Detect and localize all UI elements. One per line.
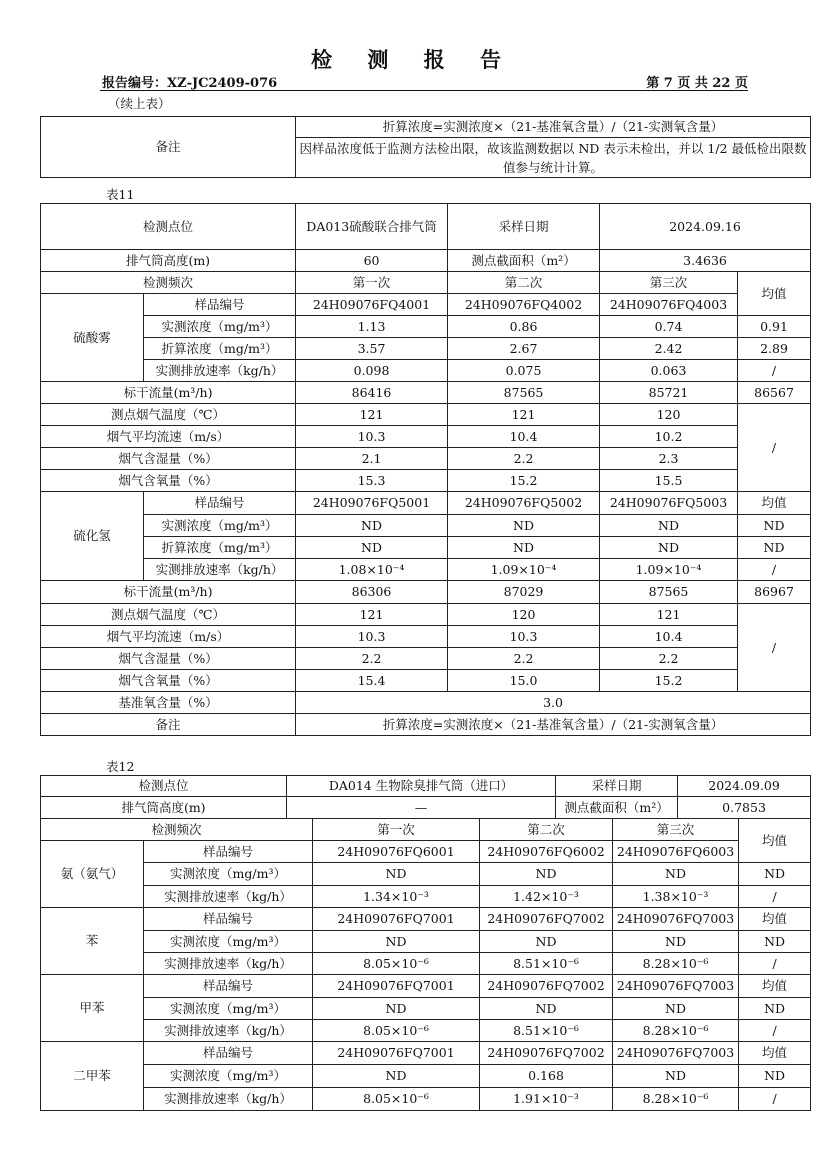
t11-cell: 24H09076FQ5003	[600, 492, 738, 515]
table12-caption: 表12	[106, 759, 135, 774]
t11-run3: 第三次	[600, 272, 738, 294]
t12-cell: 24H09076FQ7002	[480, 908, 613, 931]
t11-row-label: 样品编号	[144, 492, 296, 515]
t12-area-label: 测点截面积（m²）	[556, 797, 678, 819]
t11-cell: 1.09×10⁻⁴	[600, 559, 738, 581]
t11-run1: 第一次	[296, 272, 448, 294]
t12-cell: ND	[613, 931, 739, 953]
t11-cell: 15.2	[448, 470, 600, 492]
t11-cell: ND	[296, 515, 448, 537]
t11-run2: 第二次	[448, 272, 600, 294]
t11-sulfuric-name: 硫酸雾	[41, 294, 144, 382]
t11-avg-cell: /	[738, 559, 811, 581]
t11-row-label: 实测浓度（mg/m³）	[144, 515, 296, 537]
t11-cell: 87029	[448, 581, 600, 604]
t11-avg-cell: 均值	[738, 492, 811, 515]
t12-cell: 8.28×10⁻⁶	[613, 1020, 739, 1042]
t11-cell: 0.74	[600, 316, 738, 338]
t11-cell: ND	[600, 515, 738, 537]
t11-cell: 15.2	[600, 670, 738, 692]
t11-param-label: 测点烟气温度（℃）	[41, 604, 296, 626]
remark-nd-note: 因样品浓度低于监测方法检出限，故该监测数据以 ND 表示未检出，并以 1/2 最低检出限数值参与统计计算。	[296, 138, 811, 178]
t11-cell: ND	[448, 537, 600, 559]
t12-cell: 24H09076FQ7002	[480, 1042, 613, 1065]
t12-row-label: 实测浓度（mg/m³）	[144, 1065, 313, 1088]
t11-cell: 120	[600, 404, 738, 426]
t11-cell: 0.86	[448, 316, 600, 338]
t11-avg-cell: 2.89	[738, 338, 811, 360]
t12-run3: 第三次	[613, 819, 739, 841]
t11-avg-cell: 86567	[738, 382, 811, 404]
t12-cell: 0.168	[480, 1065, 613, 1088]
t11-cell: 2.2	[600, 648, 738, 670]
t11-row-label: 实测排放速率（kg/h）	[144, 559, 296, 581]
t12-run1: 第一次	[313, 819, 480, 841]
t12-cell: 1.42×10⁻³	[480, 886, 613, 908]
t11-row-label: 实测排放速率（kg/h）	[144, 360, 296, 382]
t11-param-label: 标干流量(m³/h)	[41, 581, 296, 604]
t12-group-name: 氨（氨气）	[41, 841, 144, 908]
t11-cell: 2.1	[296, 448, 448, 470]
remark-table	[40, 116, 811, 178]
t11-cell: 2.67	[448, 338, 600, 360]
t11-cell: 1.08×10⁻⁴	[296, 559, 448, 581]
t11-cell: 15.0	[448, 670, 600, 692]
t12-avg-cell: 均值	[739, 1042, 811, 1065]
t11-param-label: 烟气平均流速（m/s）	[41, 626, 296, 648]
t12-cell: 1.91×10⁻³	[480, 1088, 613, 1111]
t12-point-label: 检测点位	[41, 776, 287, 797]
t12-row-label: 实测浓度（mg/m³）	[144, 998, 313, 1020]
t11-cell: 10.4	[448, 426, 600, 448]
continued-note: （续上表）	[108, 96, 171, 111]
t11-row-label: 折算浓度（mg/m³）	[144, 537, 296, 559]
t12-row-label: 实测浓度（mg/m³）	[144, 863, 313, 886]
t11-row-label: 实测浓度（mg/m³）	[144, 316, 296, 338]
t11-cell: 24H09076FQ4001	[296, 294, 448, 316]
t11-date-value: 2024.09.16	[600, 204, 811, 250]
page-number: 第 7 页 共 22 页	[646, 76, 748, 91]
t12-avg-cell: ND	[739, 931, 811, 953]
t12-cell: 24H09076FQ7001	[313, 908, 480, 931]
t11-cell: 121	[448, 404, 600, 426]
t11-avg-cell: /	[738, 360, 811, 382]
t11-cell: 87565	[600, 581, 738, 604]
t12-cell: 24H09076FQ7003	[613, 975, 739, 998]
t11-cell: 0.075	[448, 360, 600, 382]
t11-avg-cell: ND	[738, 515, 811, 537]
t11-cell: 24H09076FQ4003	[600, 294, 738, 316]
t11-date-label: 采样日期	[448, 204, 600, 250]
t12-avg-header: 均值	[739, 819, 811, 863]
t12-cell: 24H09076FQ6002	[480, 841, 613, 863]
t12-cell: 8.05×10⁻⁶	[313, 1088, 480, 1111]
t12-row-label: 样品编号	[144, 841, 313, 863]
t11-cell: 2.2	[448, 648, 600, 670]
t12-cell: 24H09076FQ7003	[613, 1042, 739, 1065]
t12-avg-cell: ND	[739, 863, 811, 886]
t11-area-label: 测点截面积（m²）	[448, 250, 600, 272]
t11-remark-label: 备注	[41, 714, 296, 736]
t11-avg-cell: ND	[738, 537, 811, 559]
t12-freq-label: 检测频次	[41, 819, 313, 841]
t11-cell: ND	[296, 537, 448, 559]
t12-cell: 8.51×10⁻⁶	[480, 1020, 613, 1042]
t11-cell: 86306	[296, 581, 448, 604]
t11-cell: 1.13	[296, 316, 448, 338]
t11-row-label: 样品编号	[144, 294, 296, 316]
t11-remark-value: 折算浓度=实测浓度×（21-基准氧含量）/（21-实测氧含量）	[296, 714, 811, 736]
t11-ref-o2-label: 基准氧含量（%）	[41, 692, 296, 714]
t11-point-value: DA013硫酸联合排气筒	[296, 204, 448, 250]
t11-cell: 2.2	[448, 448, 600, 470]
t12-cell: ND	[613, 1065, 739, 1088]
t11-cell: 2.3	[600, 448, 738, 470]
t12-date-value: 2024.09.09	[678, 776, 811, 797]
t11-avg-cell: /	[738, 404, 811, 492]
t11-cell: 1.09×10⁻⁴	[448, 559, 600, 581]
t11-cell: 15.5	[600, 470, 738, 492]
t12-row-label: 样品编号	[144, 975, 313, 998]
t11-cell: 10.3	[448, 626, 600, 648]
t12-cell: ND	[480, 863, 613, 886]
t11-param-label: 烟气平均流速（m/s）	[41, 426, 296, 448]
t11-avg-cell: 0.91	[738, 316, 811, 338]
t12-cell: 8.05×10⁻⁶	[313, 953, 480, 975]
table12	[40, 775, 811, 1111]
t12-avg-cell: ND	[739, 1065, 811, 1088]
t11-avg-header: 均值	[738, 272, 811, 316]
t12-cell: 24H09076FQ7001	[313, 1042, 480, 1065]
t12-row-label: 实测排放速率（kg/h）	[144, 886, 313, 908]
t12-avg-cell: /	[739, 1088, 811, 1111]
t11-freq-label: 检测频次	[41, 272, 296, 294]
t11-param-label: 烟气含湿量（%）	[41, 648, 296, 670]
t12-avg-cell: /	[739, 886, 811, 908]
remark-formula: 折算浓度=实测浓度×（21-基准氧含量）/（21-实测氧含量）	[296, 117, 811, 138]
t12-group-name: 苯	[41, 908, 144, 975]
t12-row-label: 实测浓度（mg/m³）	[144, 931, 313, 953]
t12-cell: ND	[480, 931, 613, 953]
header-rule	[100, 90, 748, 91]
t12-cell: 1.34×10⁻³	[313, 886, 480, 908]
t12-row-label: 实测排放速率（kg/h）	[144, 1088, 313, 1111]
t12-cell: ND	[613, 998, 739, 1020]
t12-cell: 24H09076FQ7001	[313, 975, 480, 998]
t11-row-label: 折算浓度（mg/m³）	[144, 338, 296, 360]
t11-cell: 0.098	[296, 360, 448, 382]
t12-row-label: 样品编号	[144, 1042, 313, 1065]
t11-param-label: 烟气含氧量（%）	[41, 670, 296, 692]
t12-group-name: 甲苯	[41, 975, 144, 1042]
t12-cell: 8.28×10⁻⁶	[613, 953, 739, 975]
t11-cell: 10.3	[296, 426, 448, 448]
t11-cell: 85721	[600, 382, 738, 404]
t11-cell: 121	[296, 404, 448, 426]
t12-area-value: 0.7853	[678, 797, 811, 819]
t12-cell: 8.28×10⁻⁶	[613, 1088, 739, 1111]
t11-cell: 10.3	[296, 626, 448, 648]
t11-point-label: 检测点位	[41, 204, 296, 250]
t12-height-value: —	[287, 797, 556, 819]
t11-cell: 120	[448, 604, 600, 626]
t11-param-label: 标干流量(m³/h)	[41, 382, 296, 404]
t11-cell: 0.063	[600, 360, 738, 382]
t12-cell: 24H09076FQ6003	[613, 841, 739, 863]
t12-avg-cell: 均值	[739, 908, 811, 931]
t11-cell: 2.42	[600, 338, 738, 360]
t11-cell: 86416	[296, 382, 448, 404]
t11-param-label: 烟气含氧量（%）	[41, 470, 296, 492]
table11-caption: 表11	[106, 187, 135, 202]
t12-avg-cell: /	[739, 1020, 811, 1042]
remark-label: 备注	[41, 117, 296, 178]
t11-param-label: 烟气含湿量（%）	[41, 448, 296, 470]
t11-cell: 24H09076FQ5001	[296, 492, 448, 515]
t12-date-label: 采样日期	[556, 776, 678, 797]
t12-cell: ND	[480, 998, 613, 1020]
report-title: 检 测 报 告	[311, 47, 515, 72]
t11-ref-o2-value: 3.0	[296, 692, 811, 714]
t11-height-label: 排气筒高度(m)	[41, 250, 296, 272]
t11-area-value: 3.4636	[600, 250, 811, 272]
t11-h2s-name: 硫化氢	[41, 492, 144, 581]
t11-cell: 15.4	[296, 670, 448, 692]
t12-cell: 24H09076FQ7002	[480, 975, 613, 998]
t12-row-label: 样品编号	[144, 908, 313, 931]
t12-cell: ND	[313, 863, 480, 886]
t11-cell: 121	[600, 604, 738, 626]
table11	[40, 203, 811, 736]
t12-cell: ND	[613, 863, 739, 886]
t12-row-label: 实测排放速率（kg/h）	[144, 1020, 313, 1042]
t12-height-label: 排气筒高度(m)	[41, 797, 287, 819]
t12-avg-cell: ND	[739, 998, 811, 1020]
t12-cell: ND	[313, 931, 480, 953]
t11-cell: ND	[448, 515, 600, 537]
t11-cell: 2.2	[296, 648, 448, 670]
t11-cell: 87565	[448, 382, 600, 404]
t12-group-name: 二甲苯	[41, 1042, 144, 1111]
t12-cell: 8.51×10⁻⁶	[480, 953, 613, 975]
t11-cell: 24H09076FQ5002	[448, 492, 600, 515]
t11-avg-cell: 86967	[738, 581, 811, 604]
t11-avg-cell: /	[738, 604, 811, 692]
t11-cell: 10.2	[600, 426, 738, 448]
t11-cell: 121	[296, 604, 448, 626]
t11-cell: 10.4	[600, 626, 738, 648]
t12-row-label: 实测排放速率（kg/h）	[144, 953, 313, 975]
t12-cell: ND	[313, 998, 480, 1020]
t11-cell: ND	[600, 537, 738, 559]
t12-cell: 1.38×10⁻³	[613, 886, 739, 908]
t12-avg-cell: /	[739, 953, 811, 975]
report-number: 报告编号：XZ-JC2409-076	[102, 76, 278, 91]
t11-param-label: 测点烟气温度（℃）	[41, 404, 296, 426]
t11-height-value: 60	[296, 250, 448, 272]
t12-avg-cell: 均值	[739, 975, 811, 998]
t11-cell: 15.3	[296, 470, 448, 492]
t12-cell: 24H09076FQ6001	[313, 841, 480, 863]
t11-cell: 24H09076FQ4002	[448, 294, 600, 316]
t12-cell: 8.05×10⁻⁶	[313, 1020, 480, 1042]
t11-cell: 3.57	[296, 338, 448, 360]
t12-cell: ND	[313, 1065, 480, 1088]
t12-cell: 24H09076FQ7003	[613, 908, 739, 931]
t12-point-value: DA014 生物除臭排气筒（进口）	[287, 776, 556, 797]
t12-run2: 第二次	[480, 819, 613, 841]
